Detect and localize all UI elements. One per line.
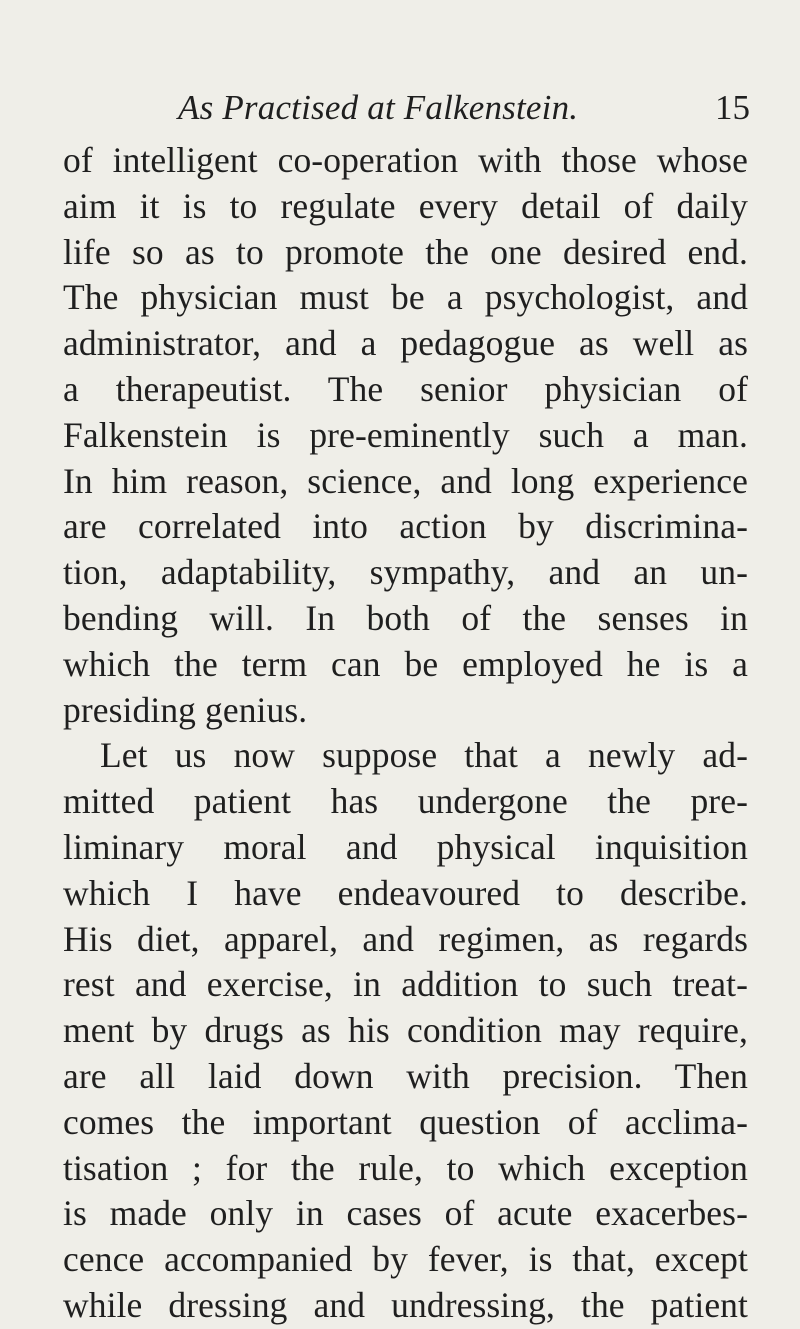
- text-line: mitted patient has undergone the pre-: [63, 781, 748, 822]
- text-line: bending will. In both of the senses in: [63, 597, 748, 638]
- text-line: are correlated into action by discrimina-: [63, 506, 748, 547]
- text-line: tion, adaptability, sympathy, and an un-: [63, 552, 748, 593]
- text-line: of intelligent co-operation with those whose: [63, 140, 748, 180]
- text-line: ment by drugs as his condition may require,: [63, 1010, 748, 1051]
- text-line: life so as to promote the one desired end.: [63, 231, 748, 272]
- text-line: are all laid down with precision. Then: [63, 1055, 748, 1096]
- text-line: while dressing and undressing, the patient: [63, 1284, 748, 1325]
- text-line: His diet, apparel, and regimen, as regards: [63, 918, 748, 959]
- text-line: presiding genius.: [63, 689, 308, 730]
- text-line: aim it is to regulate every detail of daily: [63, 185, 748, 226]
- text-line: which I have endeavoured to describe.: [63, 872, 748, 913]
- text-line: tisation ; for the rule, to which exception: [63, 1147, 748, 1188]
- running-head: [120, 86, 750, 136]
- text-line: rest and exercise, in addition to such treat-: [63, 964, 748, 1005]
- body-text: [63, 138, 748, 1329]
- text-line: The physician must be a psychologist, and: [63, 277, 748, 318]
- text-line: liminary moral and physical inquisition: [63, 826, 748, 867]
- text-line: a therapeutist. The senior physician of: [63, 368, 748, 409]
- text-line: administrator, and a pedagogue as well as: [63, 323, 748, 364]
- text-line: which the term can be employed he is a: [63, 643, 748, 684]
- text-line: comes the important question of acclima-: [63, 1101, 748, 1142]
- running-title: As Practised at Falkenstein.: [178, 88, 579, 127]
- text-line: In him reason, science, and long experience: [63, 460, 748, 501]
- text-line: cence accompanied by fever, is that, except: [63, 1239, 748, 1280]
- text-line: Falkenstein is pre-eminently such a man.: [63, 414, 748, 455]
- text-line: is made only in cases of acute exacerbes-: [63, 1193, 748, 1234]
- page-number: 15: [715, 88, 750, 127]
- text-line: Let us now suppose that a newly ad-: [100, 735, 748, 776]
